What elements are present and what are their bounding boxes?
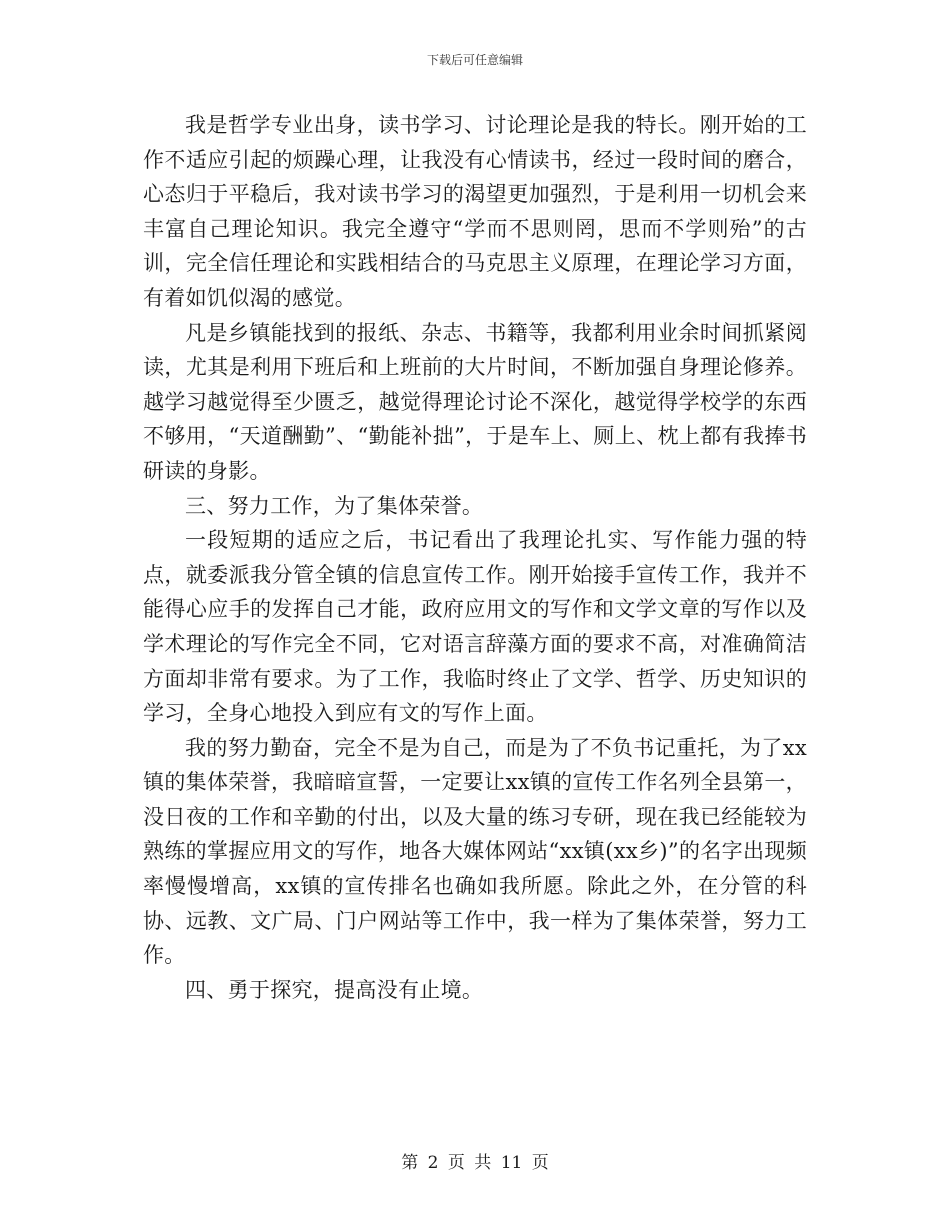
paragraph-1: 我是哲学专业出身，读书学习、讨论理论是我的特长。刚开始的工作不适应引起的烦躁心理，让我没有心情读书，经过一段时间的磨合，心态归于平稳后，我对读书学习的渴望更加强烈，于是利用一切机会来丰富自己理论知识。我完全遵守“学而不思则罔，思而不学则殆”的古训，完全信任理论和实践相结合的马克思主义原理，在理论学习方面，有着如饥似渴的感觉。 — [143, 113, 807, 310]
paragraph-5: 我的努力勤奋，完全不是为自己，而是为了不负书记重托，为了xx镇的集体荣誉，我暗暗宣誓，一定要让xx镇的宣传工作名列全县第一，没日夜的工作和辛勤的付出，以及大量的练习专研，现在我已经能较为熟练的掌握应用文的写作，地各大媒体网站“xx镇(xx乡)”的名字出现频率慢慢增高，xx镇的宣传排名也确如我所愿。除此之外，在分管的科协、远教、文广局、门户网站等工作中，我一样为了集体荣誉，努力工作。 — [143, 735, 807, 968]
paragraph-4: 一段短期的适应之后，书记看出了我理论扎实、写作能力强的特点，就委派我分管全镇的信息宣传工作。刚开始接手宣传工作，我并不能得心应手的发挥自己才能，政府应用文的写作和文学文章的写作以及学术理论的写作完全不同，它对语言辞藻方面的要求不高，对准确简洁方面却非常有要求。为了工作，我临时终止了文学、哲学、历史知识的学习，全身心地投入到应有文的写作上面。 — [143, 528, 807, 726]
page-header-note: 下载后可任意编辑 — [426, 53, 523, 67]
section-heading-3: 三、努力工作，为了集体荣誉。 — [185, 493, 484, 518]
page-number-footer: 第 2 页 共 11 页 — [401, 1153, 549, 1173]
section-heading-4: 四、勇于探究，提高没有止境。 — [185, 977, 484, 1002]
paragraph-2: 凡是乡镇能找到的报纸、杂志、书籍等，我都利用业余时间抓紧阅读，尤其是利用下班后和上班前的大片时间，不断加强自身理论修养。越学习越觉得至少匮乏，越觉得理论讨论不深化，越觉得学校学的东西不够用，“天道酬勤”、“勤能补拙”，于是车上、厕上、枕上都有我捧书研读的身影。 — [143, 320, 807, 483]
document-body — [143, 108, 807, 1007]
